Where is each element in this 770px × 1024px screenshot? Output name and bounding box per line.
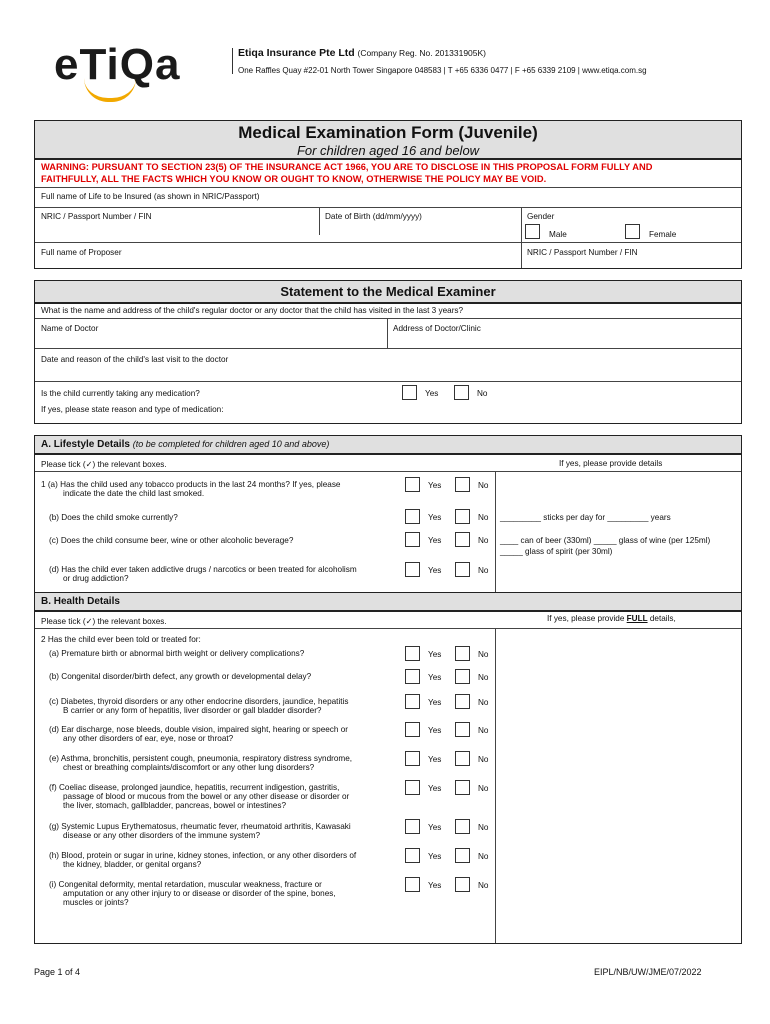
q1a-line2: indicate the date the child last smoked.: [63, 489, 205, 498]
female-label: Female: [649, 230, 677, 239]
health-yes-label: Yes: [428, 823, 442, 832]
health-heading: B. Health Details: [41, 596, 120, 607]
health-no-checkbox[interactable]: [455, 848, 470, 863]
health-q-line1: (d) Ear discharge, nose bleeds, double vision, impaired sight, hearing or speech or: [49, 725, 349, 734]
q1d-line1: (d) Has the child ever taken addictive drugs / narcotics or been treated for alcoholism: [49, 565, 357, 574]
title-block: [34, 120, 742, 160]
medication-question: Is the child currently taking any medication?: [41, 389, 200, 398]
health-no-checkbox[interactable]: [455, 780, 470, 795]
q1d-yes-checkbox[interactable]: [405, 562, 420, 577]
doctor-name-label: Name of Doctor: [41, 324, 99, 333]
q1b-yes-checkbox[interactable]: [405, 509, 420, 524]
gender-label: Gender: [527, 212, 555, 221]
health-yes-checkbox[interactable]: [405, 669, 420, 684]
health-yes-label: Yes: [428, 650, 442, 659]
medication-reason-label: If yes, please state reason and type of medication:: [41, 405, 224, 414]
health-q-line2: amputation or any other injury to or disease or disorder of the spine, bones,: [63, 889, 336, 898]
q1d-line2: or drug addiction?: [63, 574, 129, 583]
health-no-label: No: [478, 673, 489, 682]
health-no-label: No: [478, 823, 489, 832]
male-checkbox[interactable]: [525, 224, 540, 239]
health-details-full: FULL: [626, 614, 648, 623]
form-subtitle: For children aged 16 and below: [296, 143, 480, 158]
medication-yes-label: Yes: [425, 389, 439, 398]
page-number: Page 1 of 4: [34, 967, 81, 977]
health-q-line1: (b) Congenital disorder/birth defect, any growth or developmental delay?: [49, 672, 312, 681]
full-name-label: Full name of Life to be Insured (as shown in NRIC/Passport): [41, 192, 260, 201]
statement-heading-bar: [34, 280, 742, 304]
q1a-yes-label: Yes: [428, 481, 442, 490]
q1d-yes-label: Yes: [428, 566, 442, 575]
health-no-label: No: [478, 650, 489, 659]
health-q-line2: B carrier or any form of hepatitis, liver disorder or gall bladder disorder?: [63, 706, 322, 715]
statement-section: [34, 302, 742, 424]
health-no-label: No: [478, 881, 489, 890]
health-q-line3: the liver, stomach, gallbladder, pancreas, bowel or intestines?: [63, 801, 287, 810]
q1a-no-label: No: [478, 481, 489, 490]
doctor-question: What is the name and address of the child's regular doctor or any doctor that the child has visited in the last 3 years?: [41, 306, 464, 315]
q1b-no-checkbox[interactable]: [455, 509, 470, 524]
health-q-line1: (e) Asthma, bronchitis, persistent cough, pneumonia, respiratory distress syndrome,: [49, 754, 353, 763]
health-q-line1: (i) Congenital deformity, mental retardation, muscular weakness, fracture or: [49, 880, 322, 889]
medication-yes-checkbox[interactable]: [402, 385, 417, 400]
health-no-checkbox[interactable]: [455, 646, 470, 661]
health-yes-checkbox[interactable]: [405, 722, 420, 737]
health-no-label: No: [478, 698, 489, 707]
health-q-line2: any other disorders of ear, eye, nose or throat?: [63, 734, 234, 743]
q1d-no-label: No: [478, 566, 489, 575]
q1a-yes-checkbox[interactable]: [405, 477, 420, 492]
lifestyle-note: (to be completed for children aged 10 and above): [132, 439, 330, 449]
health-no-checkbox[interactable]: [455, 669, 470, 684]
health-q-line3: muscles or joints?: [63, 898, 129, 907]
health-yes-label: Yes: [428, 726, 442, 735]
etiqa-logo: eTiQa: [54, 40, 181, 89]
health-yes-checkbox[interactable]: [405, 848, 420, 863]
lifestyle-tick-note: Please tick (✓) the relevant boxes.: [41, 460, 167, 469]
proposer-nric-label: NRIC / Passport Number / FIN: [527, 248, 638, 257]
lifestyle-heading-bar: [34, 435, 742, 455]
health-yes-checkbox[interactable]: [405, 877, 420, 892]
health-yes-label: Yes: [428, 784, 442, 793]
q1d-no-checkbox[interactable]: [455, 562, 470, 577]
health-details-pre: If yes, please provide: [547, 614, 627, 623]
q2-intro: 2 Has the child ever been told or treated for:: [41, 635, 201, 644]
warning-line-1: WARNING: PURSUANT TO SECTION 23(5) OF THE INSURANCE ACT 1966, YOU ARE TO DISCLOSE IN THIS PROPOSAL FORM FULLY AND: [41, 162, 653, 172]
lifestyle-heading: [41, 439, 329, 450]
logo-smile-icon: [84, 78, 136, 102]
health-yes-checkbox[interactable]: [405, 819, 420, 834]
q1c-yes-label: Yes: [428, 536, 442, 545]
male-label: Male: [549, 230, 567, 239]
q1c-yes-checkbox[interactable]: [405, 532, 420, 547]
q1c-no-checkbox[interactable]: [455, 532, 470, 547]
q1a-line1: 1 (a) Has the child used any tobacco products in the last 24 months? If yes, please: [41, 480, 341, 489]
health-yes-label: Yes: [428, 673, 442, 682]
health-q-line2: the kidney, bladder, or genital organs?: [63, 860, 202, 869]
health-no-checkbox[interactable]: [455, 722, 470, 737]
q1b-no-label: No: [478, 513, 489, 522]
health-q-line2: disease or any other disorders of the immune system?: [63, 831, 261, 840]
health-yes-label: Yes: [428, 698, 442, 707]
health-no-label: No: [478, 784, 489, 793]
warning-line-2: FAITHFULLY, ALL THE FACTS WHICH YOU KNOW OR OUGHT TO KNOW, OTHERWISE THE POLICY MAY BE VOID.: [41, 174, 547, 184]
doctor-address-label: Address of Doctor/Clinic: [393, 324, 481, 333]
health-no-checkbox[interactable]: [455, 819, 470, 834]
health-no-label: No: [478, 852, 489, 861]
health-tick-note: Please tick (✓) the relevant boxes.: [41, 617, 167, 626]
health-yes-checkbox[interactable]: [405, 780, 420, 795]
form-title: Medical Examination Form (Juvenile): [238, 123, 538, 142]
personal-details-section: [34, 158, 742, 269]
q1c-detail-2: _____ glass of spirit (per 30ml): [500, 547, 613, 556]
health-heading-bar: [34, 592, 742, 612]
health-details-note: [547, 614, 676, 623]
health-q-line1: (g) Systemic Lupus Erythematosus, rheumatic fever, rheumatoid arthritis, Kawasaki: [49, 822, 351, 831]
health-q-line1: (c) Diabetes, thyroid disorders or any other endocrine disorders, jaundice, hepatitis: [49, 697, 349, 706]
q1b-yes-label: Yes: [428, 513, 442, 522]
health-no-label: No: [478, 726, 489, 735]
company-address: One Raffles Quay #22-01 North Tower Singapore 048583 | T +65 6336 0477 | F +65 6339 2109 | www.etiqa.com.sg: [238, 66, 647, 75]
health-yes-label: Yes: [428, 755, 442, 764]
lifestyle-title: A. Lifestyle Details: [41, 439, 130, 450]
q1b-detail: _________ sticks per day for _________ years: [500, 513, 671, 522]
company-name: Etiqa Insurance Pte Ltd: [238, 47, 355, 59]
q1c-no-label: No: [478, 536, 489, 545]
health-yes-checkbox[interactable]: [405, 694, 420, 709]
proposer-label: Full name of Proposer: [41, 248, 122, 257]
health-yes-label: Yes: [428, 852, 442, 861]
health-section: [34, 610, 742, 944]
lifestyle-details-note: If yes, please provide details: [559, 459, 663, 468]
statement-heading: Statement to the Medical Examiner: [280, 284, 496, 299]
medication-no-checkbox[interactable]: [454, 385, 469, 400]
health-yes-label: Yes: [428, 881, 442, 890]
last-visit-label: Date and reason of the child's last visit to the doctor: [41, 355, 229, 364]
health-details-post: details,: [647, 614, 676, 623]
form-code: EIPL/NB/UW/JME/07/2022: [594, 967, 702, 977]
health-no-checkbox[interactable]: [455, 694, 470, 709]
health-q-line1: (h) Blood, protein or sugar in urine, kidney stones, infection, or any other disorders of: [49, 851, 357, 860]
q1c-detail-1: ____ can of beer (330ml) _____ glass of wine (per 125ml): [500, 536, 711, 545]
health-q-line1: (f) Coeliac disease, prolonged jaundice, hepatitis, recurrent indigestion, gastritis,: [49, 783, 340, 792]
health-q-line1: (a) Premature birth or abnormal birth weight or delivery complications?: [49, 649, 305, 658]
health-q-line2: chest or breathing complaints/discomfort or any other lung disorders?: [63, 763, 315, 772]
header-divider: [232, 48, 233, 74]
q1a-no-checkbox[interactable]: [455, 477, 470, 492]
health-no-checkbox[interactable]: [455, 751, 470, 766]
health-no-checkbox[interactable]: [455, 877, 470, 892]
q1b-text: (b) Does the child smoke currently?: [49, 513, 178, 522]
company-reg: (Company Reg. No. 201331905K): [357, 48, 487, 58]
lifestyle-section: [34, 453, 742, 594]
health-no-label: No: [478, 755, 489, 764]
q1c-text: (c) Does the child consume beer, wine or other alcoholic beverage?: [49, 536, 294, 545]
female-checkbox[interactable]: [625, 224, 640, 239]
health-yes-checkbox[interactable]: [405, 646, 420, 661]
health-q-line2: passage of blood or mucous from the bowel or any other disease or disorder or: [63, 792, 350, 801]
health-yes-checkbox[interactable]: [405, 751, 420, 766]
company-line: [238, 47, 486, 59]
medication-no-label: No: [477, 389, 488, 398]
nric-label: NRIC / Passport Number / FIN: [41, 212, 152, 221]
dob-label: Date of Birth (dd/mm/yyyy): [325, 212, 422, 221]
